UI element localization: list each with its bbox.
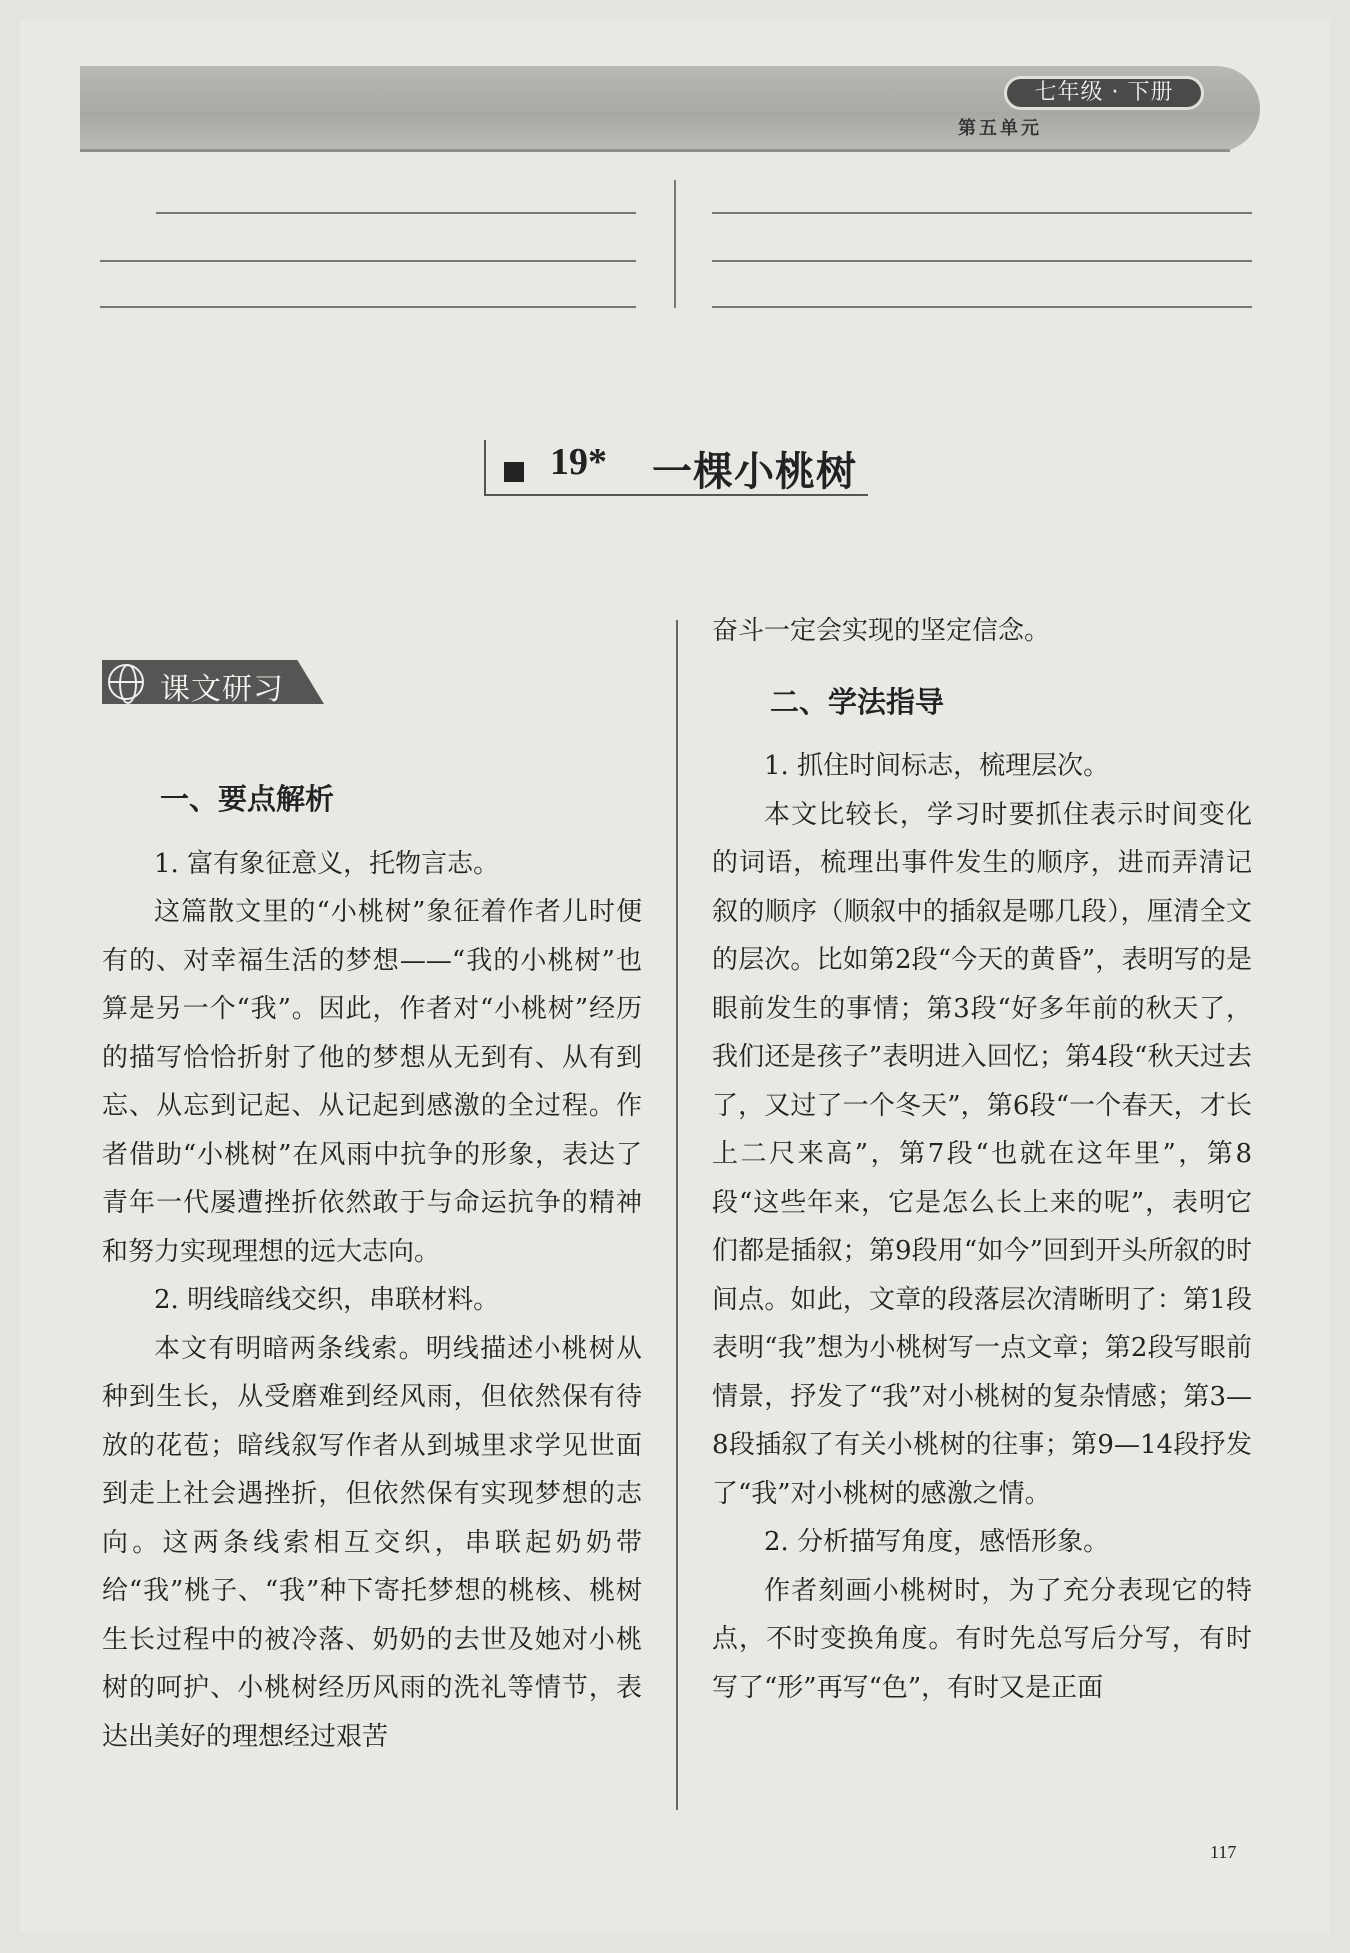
section-tab-label: 课文研习 <box>160 672 284 707</box>
lesson-number: 19* <box>550 441 607 483</box>
section-heading: 二、学法指导 <box>770 684 945 719</box>
paragraph: 本文有明暗两条线索。明线描述小桃树从种到生长，从受磨难到经风雨，但依然保有待放的花苞；暗线叙写作者从到城里求学见世面到走上社会遇挫折，但依然保有实现梦想的志向。这两条线索相互交织，串联起奶奶带给“我”桃子、“我”种下寄托梦想的桃核、桃树生长过程中的被冷落、奶奶的去世及她对小桃树的呵护、小桃树经历风雨的洗礼等情节，表达出美好的理想经过艰苦 <box>102 1333 642 1752</box>
note-line <box>100 306 636 308</box>
note-line <box>712 260 1252 262</box>
point-title: 2. 明线暗线交织，串联材料。 <box>154 1285 500 1315</box>
note-divider <box>674 180 676 308</box>
column-divider <box>676 620 678 1810</box>
paragraph: 作者刻画小桃树时，为了充分表现它的特点，不时变换角度。有时先总写后分写，有时写了“形”再写“色”，有时又是正面 <box>712 1575 1252 1703</box>
grade-badge: 七年级 · 下册 <box>1004 76 1204 110</box>
point-title: 1. 抓住时间标志，梳理层次。 <box>764 751 1110 781</box>
note-line <box>100 260 636 262</box>
note-line <box>712 306 1252 308</box>
paragraph: 本文比较长，学习时要抓住表示时间变化的词语，梳理出事件发生的顺序，进而弄清记叙的顺序（顺叙中的插叙是哪几段），厘清全文的层次。比如第2段“今天的黄昏”，表明写的是眼前发生的事情；第3段“好多年前的秋天了，我们还是孩子”表明进入回忆；第4段“秋天过去了，又过了一个冬天”，第6段“一个春天，才长上二尺来高”，第7段“也就在这年里”，第8段“这些年来，它是怎么长上来的呢”，表明它们都是插叙；第9段用“如今”回到开头所叙的时间点。如此，文章的段落层次清晰明了：第1段表明“我”想为小桃树写一点文章；第2段写眼前情景，抒发了“我”对小桃树的复杂情感；第3—8段插叙了有关小桃树的往事；第9—14段抒发了“我”对小桃树的感激之情。 <box>712 799 1252 1509</box>
lesson-title <box>484 440 868 496</box>
left-column <box>102 775 642 1761</box>
note-line <box>156 212 636 214</box>
section-heading: 一、要点解析 <box>160 782 335 816</box>
paragraph: 这篇散文里的“小桃树”象征着作者儿时便有的、对幸福生活的梦想——“我的小桃树”也算是另一个“我”。因此，作者对“小桃树”经历的描写恰恰折射了他的梦想从无到有、从有到忘、从忘到记起、从记起到感激的全过程。作者借助“小桃树”在风雨中抗争的形象，表达了青年一代屡遭挫折依然敢于与命运抗争的精神和努力实现理想的远大志向。 <box>102 897 642 1267</box>
point-title: 1. 富有象征意义，托物言志。 <box>154 848 500 879</box>
paragraph: 奋斗一定会实现的坚定信念。 <box>712 616 1051 646</box>
right-column <box>712 607 1252 1712</box>
page-number: 117 <box>1210 1842 1237 1862</box>
note-line <box>712 212 1252 214</box>
lesson-title-text: 一棵小桃树 <box>652 449 857 495</box>
unit-label: 第五单元 <box>958 118 1042 139</box>
point-title: 2. 分析描写角度，感悟形象。 <box>764 1527 1110 1557</box>
square-bullet-icon <box>504 462 524 482</box>
globe-icon <box>108 664 144 700</box>
